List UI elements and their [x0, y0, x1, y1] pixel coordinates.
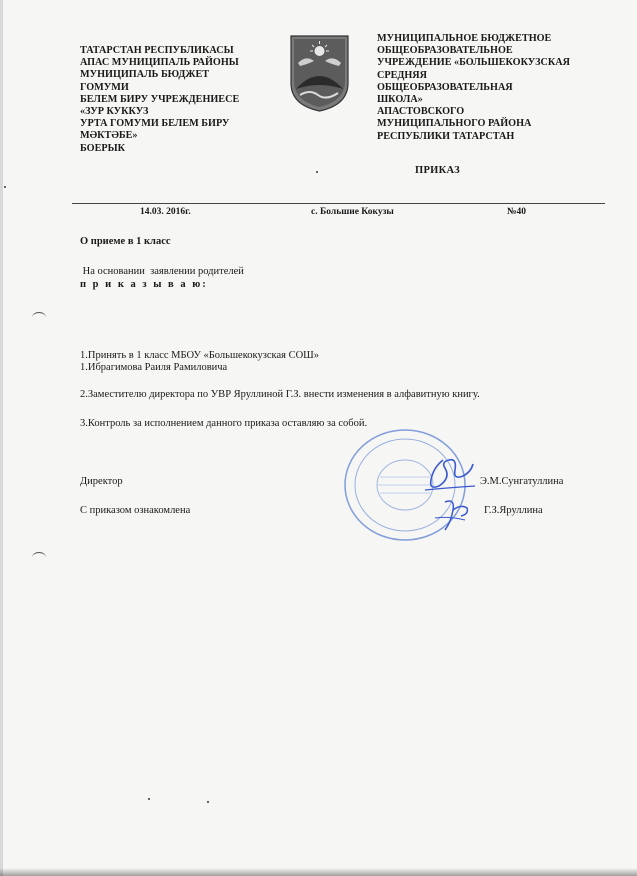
order-number: №40 — [507, 207, 527, 217]
tatar-header-line: МУНИЦИПАЛЬ БЮДЖЕТ — [80, 69, 210, 81]
russian-header-line: ШКОЛА» — [377, 94, 423, 106]
scan-speck — [316, 171, 318, 173]
scan-speck — [207, 801, 209, 803]
order-directive: п р и к а з ы в а ю: — [80, 279, 208, 290]
russian-header-line: МУНИЦИПАЛЬНОГО РАЙОНА — [377, 118, 532, 130]
tatar-header-line: «ЗУР КУККУЗ — [80, 106, 149, 118]
scan-edge — [0, 0, 3, 876]
punch-hole-mark — [32, 552, 46, 563]
scan-bottom-edge — [0, 868, 637, 876]
russian-header-line: АПАСТОВСКОГО — [377, 106, 465, 118]
header-divider — [72, 203, 605, 204]
acknowledgement-name: Г.З.Яруллина — [484, 505, 543, 516]
tatar-header-line: ГОМУМИ — [80, 81, 129, 93]
tatar-header-line: БОЕРЫК — [80, 142, 125, 154]
coat-of-arms-emblem — [288, 33, 351, 113]
punch-hole-mark — [32, 312, 46, 323]
order-item-2: 2.Заместителю директора по УВР Яруллиной Г.З. внести изменения в алфавитную книгу. — [80, 389, 480, 400]
russian-header-line: РЕСПУБЛИКИ ТАТАРСТАН — [377, 130, 515, 142]
handwritten-signature — [415, 450, 485, 540]
order-title: О приеме в 1 класс — [80, 236, 171, 247]
tatar-header-line: МӘКТӘБЕ» — [80, 130, 138, 142]
russian-header-line: ОБЩЕОБРАЗОВАТЕЛЬНОЕ — [377, 45, 513, 57]
russian-header-line: МУНИЦИПАЛЬНОЕ БЮДЖЕТНОЕ — [377, 33, 552, 44]
tatar-header-line: АПАС МУНИЦИПАЛЬ РАЙОНЫ — [80, 57, 239, 69]
scan-speck — [148, 798, 150, 800]
order-basis: На основании заявлении родителей — [80, 266, 244, 277]
russian-header-line: СРЕДНЯЯ — [377, 69, 428, 81]
tatar-header-line: УРТА ГОМУМИ БЕЛЕМ БИРУ — [80, 118, 230, 130]
russian-header-line: УЧРЕЖДЕНИЕ «БОЛЬШЕКОКУЗСКАЯ — [377, 57, 570, 69]
order-place: с. Большие Кокузы — [311, 207, 394, 217]
acknowledgement-label: С приказом ознакомлена — [80, 505, 191, 516]
order-date: 14.03. 2016г. — [140, 207, 191, 217]
director-name: Э.М.Сунгатуллина — [480, 476, 564, 487]
order-item-1: 1.Принять в 1 класс МБОУ «Большекокузская СОШ» — [80, 350, 320, 361]
russian-header-line: ОБЩЕОБРАЗОВАТЕЛЬНАЯ — [377, 81, 513, 93]
document-type-heading: ПРИКАЗ — [415, 165, 461, 176]
scan-speck — [4, 186, 6, 188]
tatar-header-line: БЕЛЕМ БИРУ УЧРЕЖДЕНИЕСЕ — [80, 93, 240, 105]
tatar-header — [80, 45, 280, 155]
tatar-header-line: ТАТАРСТАН РЕСПУБЛИКАСЫ — [80, 45, 234, 56]
student-name: 1.Ибрагимова Раиля Рамиловича — [80, 362, 228, 373]
russian-header — [377, 33, 617, 143]
order-item-3: 3.Контроль за исполнением данного приказа оставляю за собой. — [80, 418, 368, 429]
director-label: Директор — [80, 476, 123, 487]
